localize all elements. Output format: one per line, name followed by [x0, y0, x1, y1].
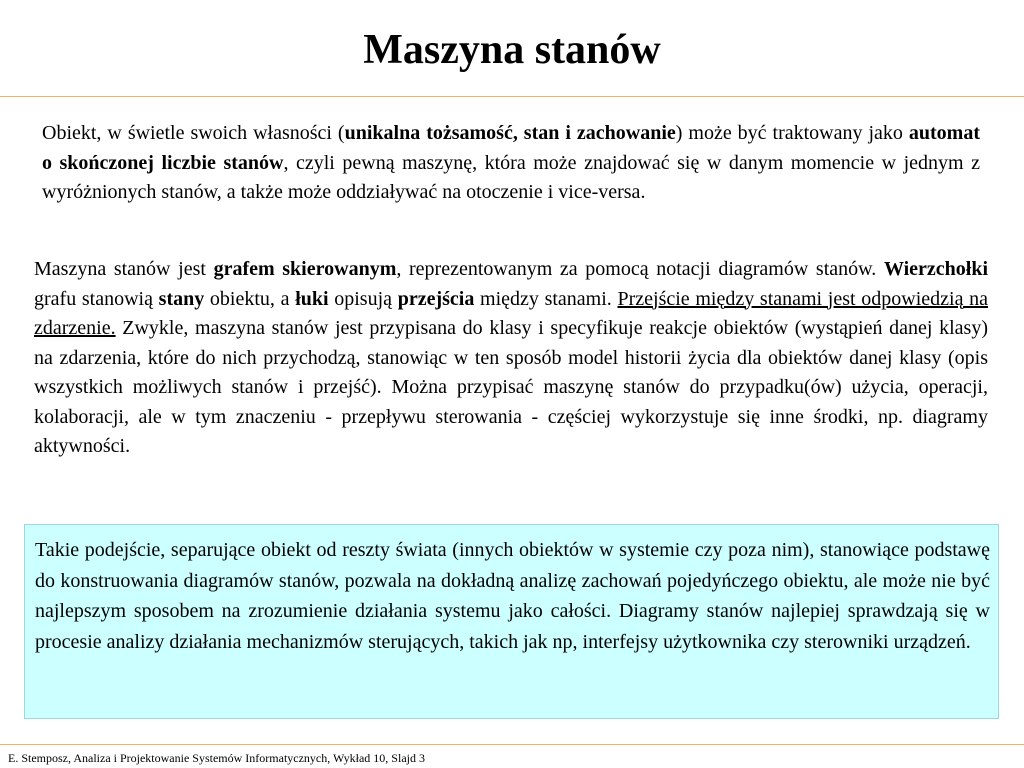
- highlight-box: [24, 524, 999, 719]
- bold-term: unikalna tożsamość, stan i zachowanie: [344, 122, 676, 144]
- bold-term: przejścia: [397, 287, 475, 310]
- title-divider: [0, 96, 1024, 97]
- definition-paragraph: [34, 255, 988, 462]
- text-run: grafu stanowią: [34, 287, 159, 310]
- bold-term: stany: [158, 287, 205, 310]
- bold-term: łuki: [295, 287, 329, 310]
- text-run: , czyli pewną maszynę, która może znajdować się w danym momencie w jednym z wyróżnionych stanów, a także może oddziaływać na otoczenie i vice-versa.: [42, 151, 980, 203]
- text-run: Zwykle, maszyna stanów jest przypisana do klasy i specyfikuje reakcje obiektów (wystąpień danej klasy) na zdarzenia, które do nich przychodzą, stanowiąc w ten sposób model historii życia dla obiektów danej klasy (opis wszystkich możliwych stanów i przejść). Można przypisać maszynę stanów do przypadku(ów) użycia, operacji, kolaboracji, ale w tym znaczeniu - przepływu sterowania - częściej wykorzystuje się inne środki, np. diagramy aktywności.: [34, 317, 988, 457]
- text-run: obiektu, a: [204, 287, 296, 310]
- text-run: ) może być traktowany jako: [675, 122, 909, 144]
- bold-term: Wierzchołki: [883, 258, 988, 280]
- slide-footer: E. Stemposz, Analiza i Projektowanie Systemów Informatycznych, Wykład 10, Slajd 3: [8, 751, 425, 765]
- text-run: między stanami.: [474, 287, 618, 310]
- bold-term: automat o skończonej liczbie stanów: [42, 122, 980, 174]
- footer-divider: [0, 744, 1024, 745]
- underlined-statement: Przejście między stanami jest odpowiedzią na zdarzenie.: [34, 287, 989, 339]
- text-run: , reprezentowanym za pomocą notacji diagramów stanów.: [396, 258, 884, 280]
- bold-term: grafem skierowanym: [213, 258, 397, 280]
- text-run: Obiekt, w świetle swoich własności (: [42, 122, 345, 144]
- intro-paragraph: [42, 119, 980, 208]
- text-run: Maszyna stanów jest: [34, 258, 214, 280]
- highlight-text: Takie podejście, separujące obiekt od reszty świata (innych obiektów w systemie czy poza nim), stanowiące podstawę do konstruowania diagramów stanów, pozwala na dokładną analizę zachowań pojedyńczego obiektu, ale może nie być najlepszym sposobem na zrozumienie działania systemu jako całości. Diagramy stanów najlepiej sprawdzają się w procesie analizy działania mechanizmów sterujących, takich jak np, interfejsy użytkownika czy sterowniki urządzeń.: [35, 539, 990, 653]
- slide-title: Maszyna stanów: [363, 27, 661, 73]
- text-run: opisują: [328, 287, 398, 310]
